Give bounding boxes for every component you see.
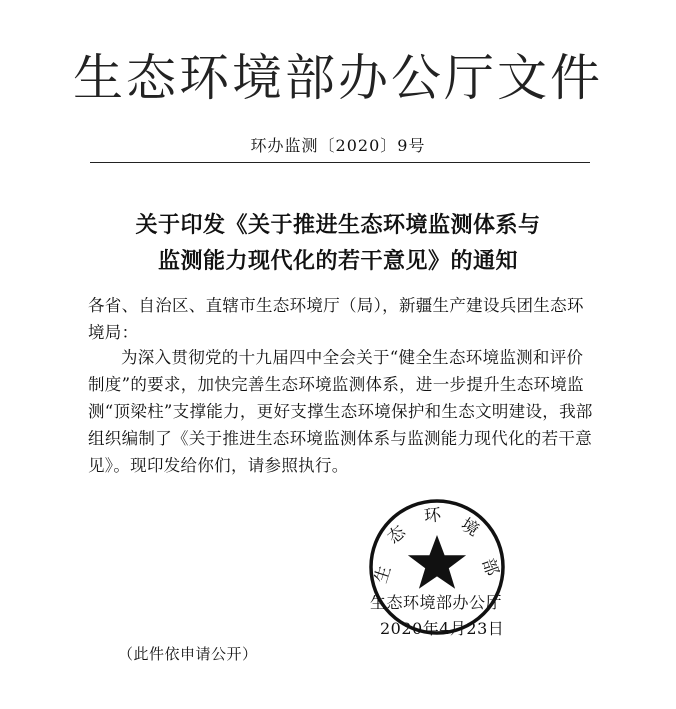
- svg-text:境: 境: [457, 514, 483, 541]
- notice-title-line-2: 监测能力现代化的若干意见》的通知: [157, 249, 518, 274]
- svg-text:部: 部: [477, 555, 503, 579]
- document-number: 环办监测〔2020〕9号: [250, 136, 426, 155]
- seal-star: [408, 535, 466, 589]
- svg-text:态: 态: [383, 522, 410, 549]
- salutation: 各省、自治区、直辖市生态环境厅（局），新疆生产建设兵团生态环境局：: [88, 296, 584, 342]
- disclosure-note: （此件依申请公开）: [118, 645, 258, 663]
- header-divider: [90, 162, 590, 163]
- svg-text:生: 生: [371, 563, 396, 586]
- notice-title-line-1: 关于印发《关于推进生态环境监测体系与: [135, 213, 541, 238]
- signature-date: 2020年4月23日: [380, 619, 505, 638]
- document-header-title: 生态环境部办公厅文件: [73, 49, 603, 107]
- signature-organization: 生态环境部办公厅: [370, 593, 503, 612]
- body-paragraph: 为深入贯彻党的十九届四中全会关于“健全生态环境监测和评价制度”的要求，加快完善生态环境监测体系，进一步提升生态环境监测“顶梁柱”支撑能力，更好支撑生态环境保护和生态文明建设，我部组织编制了《关于推进生态环境监测体系与监测能力现代化的若干意见》。现印发给你们，请参照执行。: [88, 348, 593, 475]
- svg-text:环: 环: [423, 505, 442, 527]
